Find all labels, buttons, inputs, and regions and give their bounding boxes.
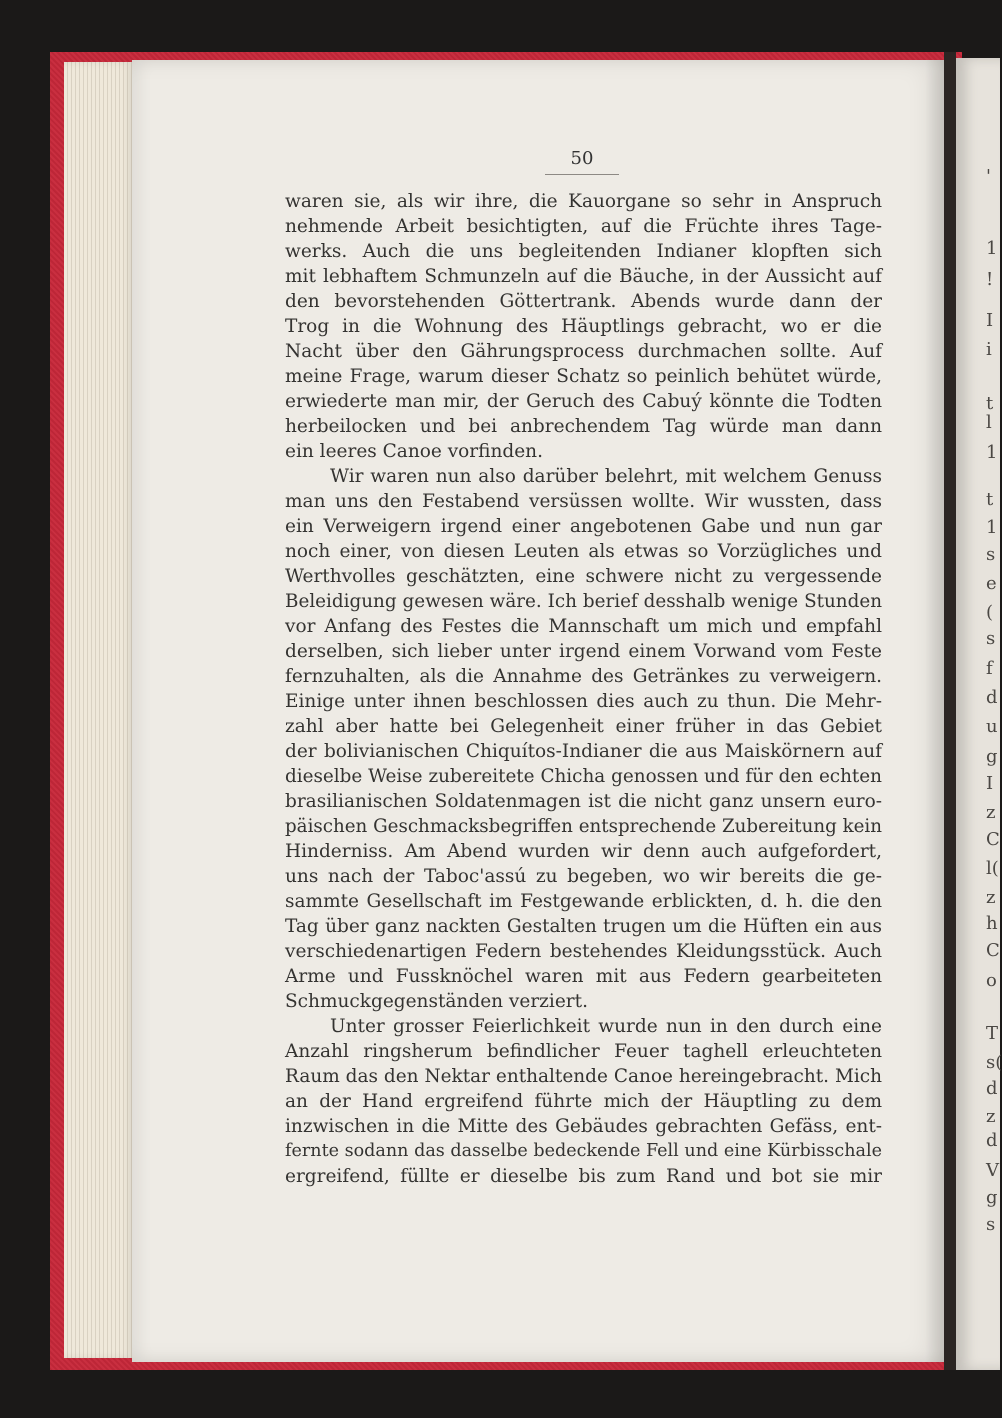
text-line: nehmende Arbeit besichtigten, auf die Früchte ihres Tage- xyxy=(285,216,882,237)
text-line: Trog in die Wohnung des Häuptlings gebracht, wo er die xyxy=(285,316,882,337)
text-line: Anzahl ringsherum befindlicher Feuer taghell erleuchteten xyxy=(285,1041,882,1062)
text-line: meine Frage, warum dieser Schatz so peinlich behütet würde, xyxy=(285,366,882,387)
text-line: fernte sodann das dasselbe bedeckende Fell und eine Kürbisschale xyxy=(285,1141,882,1161)
facing-page-letter: z xyxy=(986,802,996,823)
facing-page-letter: I xyxy=(986,773,994,794)
text-line: derselben, sich lieber unter irgend einem Vorwand vom Feste xyxy=(285,641,882,662)
facing-page-letter: l( xyxy=(986,858,999,879)
facing-page-letter: t xyxy=(986,489,994,510)
book-spine xyxy=(944,52,956,1370)
facing-page-letter: g xyxy=(986,1187,998,1208)
text-line: Nacht über den Gährungsprocess durchmachen sollte. Auf xyxy=(285,341,882,362)
facing-page-letter: z xyxy=(986,887,996,908)
page-edges xyxy=(64,62,134,1358)
text-line: den bevorstehenden Göttertrank. Abends wurde dann der xyxy=(285,291,882,312)
facing-page-letter: e xyxy=(986,573,997,594)
text-line: erwiederte man mir, der Geruch des Cabuý könnte die Todten xyxy=(285,391,882,412)
facing-page-letter: V xyxy=(986,1160,999,1181)
facing-page-letter: l xyxy=(986,412,992,433)
text-line: waren sie, als wir ihre, die Kauorgane so sehr in Anspruch xyxy=(285,191,882,212)
text-line: ergreifend, füllte er dieselbe bis zum Rand und bot sie mir xyxy=(285,1166,882,1187)
text-line: Raum das den Nektar enthaltende Canoe hereingebracht. Mich xyxy=(285,1066,882,1087)
page-number: 50 xyxy=(570,148,594,169)
text-line: zahl aber hatte bei Gelegenheit einer früher in das Gebiet xyxy=(285,716,882,737)
text-line: der bolivianischen Chiquítos-Indianer die aus Maiskörnern auf xyxy=(285,741,882,762)
text-line: Hinderniss. Am Abend wurden wir denn auch aufgefordert, xyxy=(285,841,882,862)
facing-page-letter: ' xyxy=(986,166,991,187)
facing-page-letter: d xyxy=(986,1078,998,1099)
facing-page-letter: g xyxy=(986,746,998,767)
facing-page-letter: z xyxy=(986,1106,996,1127)
facing-page-letter: f xyxy=(986,658,993,679)
facing-page-letter: C xyxy=(986,829,1000,850)
text-line: verschiedenartigen Federn bestehendes Kleidungsstück. Auch xyxy=(285,941,882,962)
facing-page-letter: 1 xyxy=(986,238,998,259)
facing-page-letter: s xyxy=(986,628,996,649)
text-line: uns nach der Taboc'assú zu begeben, wo wir bereits die ge- xyxy=(285,866,882,887)
text-line: fernzuhalten, als die Annahme des Getränkes zu verweigern. xyxy=(285,666,882,687)
text-line: Werthvolles geschätzten, eine schwere nicht zu vergessende xyxy=(285,566,882,587)
text-line: sammte Gesellschaft im Festgewande erblickten, d. h. die den xyxy=(285,891,882,912)
facing-page-letter: s xyxy=(986,544,996,565)
facing-page-letter: d xyxy=(986,687,998,708)
facing-page-letter: u xyxy=(986,716,998,737)
facing-page-letter: t xyxy=(986,393,994,414)
facing-page-letter: I xyxy=(986,310,994,331)
facing-page-letter: h xyxy=(986,913,998,934)
facing-page-edge xyxy=(956,58,1000,1370)
text-line: päischen Geschmacksbegriffen entsprechende Zubereitung kein xyxy=(285,816,883,837)
facing-page-letter: o xyxy=(986,970,997,991)
text-line: Schmuckgegenständen verziert. xyxy=(285,991,588,1012)
text-line: werks. Auch die uns begleitenden Indianer klopften sich xyxy=(285,241,882,262)
text-line: man uns den Festabend versüssen wollte. Wir wussten, dass xyxy=(285,491,882,512)
text-line: inzwischen in die Mitte des Gebäudes gebrachten Gefäss, ent- xyxy=(285,1116,882,1137)
text-line: dieselbe Weise zubereitete Chicha genossen und für den echten xyxy=(285,766,882,787)
facing-page-letter: C xyxy=(986,940,1000,961)
text-line: noch einer, von diesen Leuten als etwas so Vorzügliches und xyxy=(285,541,882,562)
text-line: Wir waren nun also darüber belehrt, mit welchem Genuss xyxy=(330,466,882,487)
facing-page-letter: 1 xyxy=(986,517,998,538)
facing-page-letter: d xyxy=(986,1130,998,1151)
facing-page-letter: s xyxy=(986,1214,996,1235)
facing-page-letter: s( xyxy=(986,1052,1002,1073)
text-line: Arme und Fussknöchel waren mit aus Federn gearbeiteten xyxy=(285,966,882,987)
text-line: Tag über ganz nackten Gestalten trugen um die Hüften ein aus xyxy=(285,916,882,937)
text-line: an der Hand ergreifend führte mich der Häuptling zu dem xyxy=(285,1091,882,1112)
text-line: ein leeres Canoe vorfinden. xyxy=(285,441,543,462)
text-line: ein Verweigern irgend einer angebotenen Gabe und nun gar xyxy=(285,516,882,537)
text-line: Einige unter ihnen beschlossen dies auch zu thun. Die Mehr- xyxy=(285,691,882,712)
text-line: vor Anfang des Festes die Mannschaft um mich und empfahl xyxy=(285,616,882,637)
facing-page-letter: ! xyxy=(986,269,994,290)
header-rule xyxy=(545,174,619,175)
text-line: mit lebhaftem Schmunzeln auf die Bäuche, in der Aussicht auf xyxy=(285,266,882,287)
facing-page-letter: 1 xyxy=(986,442,998,463)
text-line: Unter grosser Feierlichkeit wurde nun in den durch eine xyxy=(330,1016,882,1037)
facing-page-letter: i xyxy=(986,339,992,360)
body-text xyxy=(285,189,882,1189)
text-line: Beleidigung gewesen wäre. Ich berief desshalb wenige Stunden xyxy=(285,591,882,612)
text-line: herbeilocken und bei anbrechendem Tag würde man dann xyxy=(285,416,882,437)
facing-page-letter: ( xyxy=(986,602,994,623)
facing-page-letter: T xyxy=(986,1023,999,1044)
text-line: brasilianischen Soldatenmagen ist die nicht ganz unsern euro- xyxy=(285,791,882,812)
